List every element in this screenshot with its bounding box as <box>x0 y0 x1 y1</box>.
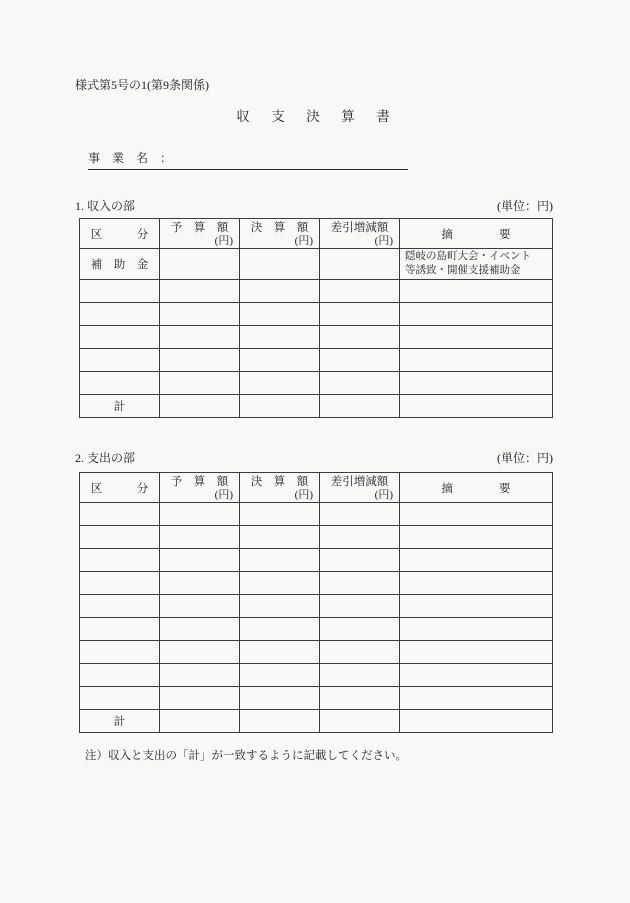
income-remarks-text <box>400 372 537 373</box>
expenditure-header-remarks: 摘 要 <box>400 473 553 503</box>
expenditure-remarks-cell <box>400 572 553 595</box>
income-table-body <box>80 249 553 418</box>
expenditure-table-body <box>80 503 553 733</box>
income-remarks-text <box>400 349 537 350</box>
expenditure-header-budget <box>160 473 240 503</box>
expenditure-settlement-cell <box>240 687 320 710</box>
income-difference-cell <box>320 280 400 303</box>
income-table-row <box>80 349 553 372</box>
income-remarks-text <box>400 303 537 304</box>
expenditure-remarks-text <box>400 526 537 527</box>
expenditure-remarks-text <box>400 664 537 665</box>
income-header-settlement <box>240 219 320 249</box>
expenditure-header-category: 区 分 <box>80 473 160 503</box>
expenditure-table-row <box>80 664 553 687</box>
income-category-cell <box>80 303 160 326</box>
income-remarks-cell <box>400 249 553 280</box>
expenditure-remarks-cell <box>400 664 553 687</box>
expenditure-settlement-cell <box>240 595 320 618</box>
expenditure-header-settlement-label: 決 算 額 <box>250 476 309 488</box>
expenditure-remarks-text <box>400 503 537 504</box>
expenditure-category-cell <box>80 572 160 595</box>
expenditure-header-difference-unit: (円) <box>374 489 393 501</box>
income-header-budget-unit: (円) <box>214 235 233 247</box>
income-difference-cell <box>320 372 400 395</box>
expenditure-unit-label: (単位：円) <box>497 451 553 465</box>
expenditure-total-difference <box>320 710 400 733</box>
income-header-settlement-unit: (円) <box>294 235 313 247</box>
expenditure-remarks-cell <box>400 641 553 664</box>
expenditure-header-settlement-unit: (円) <box>294 489 313 501</box>
income-remarks-text <box>400 280 537 281</box>
income-header-row <box>80 219 553 249</box>
expenditure-table-row <box>80 572 553 595</box>
income-remarks-text: 隠岐の島町大会・イベント等誘致・開催支援補助金 <box>405 251 531 276</box>
expenditure-header-row <box>80 473 553 503</box>
expenditure-budget-cell <box>160 595 240 618</box>
expenditure-section-heading: 2. 支出の部 <box>75 451 136 465</box>
expenditure-difference-cell <box>320 641 400 664</box>
expenditure-header-difference-label: 差引増減額 <box>330 476 389 488</box>
expenditure-settlement-cell <box>240 664 320 687</box>
income-header-difference-unit: (円) <box>374 235 393 247</box>
expenditure-budget-cell <box>160 572 240 595</box>
project-name-label: 事 業 名 ： <box>88 151 173 165</box>
expenditure-header-settlement <box>240 473 320 503</box>
expenditure-remarks-text <box>400 549 537 550</box>
income-budget-cell <box>160 280 240 303</box>
expenditure-table-row <box>80 641 553 664</box>
income-table <box>79 218 553 418</box>
expenditure-difference-cell <box>320 572 400 595</box>
expenditure-difference-cell <box>320 503 400 526</box>
income-table-row <box>80 249 553 280</box>
expenditure-category-cell <box>80 687 160 710</box>
expenditure-category-cell <box>80 618 160 641</box>
footer-note: 注）収入と支出の「計」が一致するように記載してください。 <box>85 750 407 762</box>
expenditure-table-row <box>80 618 553 641</box>
expenditure-total-row <box>80 710 553 733</box>
income-table-row <box>80 303 553 326</box>
income-table-row <box>80 280 553 303</box>
expenditure-category-cell <box>80 549 160 572</box>
expenditure-remarks-cell <box>400 526 553 549</box>
expenditure-table-row <box>80 595 553 618</box>
income-category-cell <box>80 349 160 372</box>
expenditure-difference-cell <box>320 526 400 549</box>
income-header-remarks: 摘 要 <box>400 219 553 249</box>
document-title: 収 支 決 算 書 <box>236 109 394 124</box>
income-total-budget <box>160 395 240 418</box>
expenditure-settlement-cell <box>240 503 320 526</box>
income-header-category: 区 分 <box>80 219 160 249</box>
income-difference-cell <box>320 249 400 280</box>
income-header-difference-label: 差引増減額 <box>330 222 389 234</box>
income-total-remarks <box>400 395 553 418</box>
income-budget-cell <box>160 372 240 395</box>
income-header-budget-label: 予 算 額 <box>170 222 229 234</box>
income-settlement-cell <box>240 326 320 349</box>
income-budget-cell <box>160 303 240 326</box>
expenditure-budget-cell <box>160 618 240 641</box>
expenditure-settlement-cell <box>240 549 320 572</box>
expenditure-remarks-text <box>400 618 537 619</box>
income-settlement-cell <box>240 372 320 395</box>
income-total-settlement <box>240 395 320 418</box>
expenditure-total-remarks <box>400 710 553 733</box>
expenditure-budget-cell <box>160 526 240 549</box>
expenditure-table-row <box>80 549 553 572</box>
income-difference-cell <box>320 326 400 349</box>
expenditure-total-budget <box>160 710 240 733</box>
expenditure-category-cell <box>80 641 160 664</box>
income-category-cell <box>80 372 160 395</box>
expenditure-budget-cell <box>160 641 240 664</box>
income-total-label: 計 <box>80 395 160 418</box>
expenditure-budget-cell <box>160 664 240 687</box>
expenditure-budget-cell <box>160 549 240 572</box>
income-remarks-cell <box>400 372 553 395</box>
expenditure-settlement-cell <box>240 641 320 664</box>
income-difference-cell <box>320 349 400 372</box>
income-table-row <box>80 372 553 395</box>
form-number: 様式第5号の1(第9条関係) <box>75 78 209 92</box>
income-remarks-cell <box>400 326 553 349</box>
expenditure-remarks-text <box>400 641 537 642</box>
income-remarks-text <box>400 326 537 327</box>
expenditure-remarks-text <box>400 572 537 573</box>
income-header-settlement-label: 決 算 額 <box>250 222 309 234</box>
expenditure-table-row <box>80 687 553 710</box>
expenditure-remarks-text <box>400 687 537 688</box>
income-remarks-cell <box>400 303 553 326</box>
income-settlement-cell <box>240 280 320 303</box>
expenditure-header-budget-unit: (円) <box>214 489 233 501</box>
income-section-heading: 1. 収入の部 <box>75 199 136 213</box>
income-difference-cell <box>320 303 400 326</box>
expenditure-difference-cell <box>320 595 400 618</box>
expenditure-difference-cell <box>320 687 400 710</box>
expenditure-category-cell <box>80 503 160 526</box>
expenditure-table-row <box>80 526 553 549</box>
income-budget-cell <box>160 326 240 349</box>
project-name-row <box>88 150 408 170</box>
expenditure-table-row <box>80 503 553 526</box>
expenditure-table <box>79 472 553 733</box>
expenditure-budget-cell <box>160 687 240 710</box>
income-budget-cell <box>160 249 240 280</box>
expenditure-total-settlement <box>240 710 320 733</box>
income-remarks-cell <box>400 280 553 303</box>
income-settlement-cell <box>240 303 320 326</box>
income-section-header <box>75 199 553 214</box>
expenditure-remarks-cell <box>400 687 553 710</box>
income-table-row <box>80 326 553 349</box>
expenditure-category-cell <box>80 526 160 549</box>
income-category-cell <box>80 280 160 303</box>
expenditure-category-cell <box>80 595 160 618</box>
income-budget-cell <box>160 349 240 372</box>
income-header-difference <box>320 219 400 249</box>
expenditure-remarks-cell <box>400 595 553 618</box>
expenditure-section-header <box>75 451 553 466</box>
income-total-row <box>80 395 553 418</box>
income-category-cell <box>80 326 160 349</box>
expenditure-total-label: 計 <box>80 710 160 733</box>
expenditure-category-cell <box>80 664 160 687</box>
expenditure-difference-cell <box>320 618 400 641</box>
income-total-difference <box>320 395 400 418</box>
expenditure-remarks-cell <box>400 503 553 526</box>
expenditure-remarks-cell <box>400 549 553 572</box>
expenditure-budget-cell <box>160 503 240 526</box>
expenditure-difference-cell <box>320 549 400 572</box>
expenditure-settlement-cell <box>240 526 320 549</box>
expenditure-remarks-text <box>400 595 537 596</box>
expenditure-remarks-cell <box>400 618 553 641</box>
income-header-budget <box>160 219 240 249</box>
income-unit-label: (単位：円) <box>497 199 553 213</box>
expenditure-header-budget-label: 予 算 額 <box>170 476 229 488</box>
income-settlement-cell <box>240 249 320 280</box>
expenditure-difference-cell <box>320 664 400 687</box>
expenditure-settlement-cell <box>240 572 320 595</box>
income-category-cell: 補 助 金 <box>80 249 160 280</box>
income-remarks-cell <box>400 349 553 372</box>
expenditure-settlement-cell <box>240 618 320 641</box>
expenditure-header-difference <box>320 473 400 503</box>
income-settlement-cell <box>240 349 320 372</box>
